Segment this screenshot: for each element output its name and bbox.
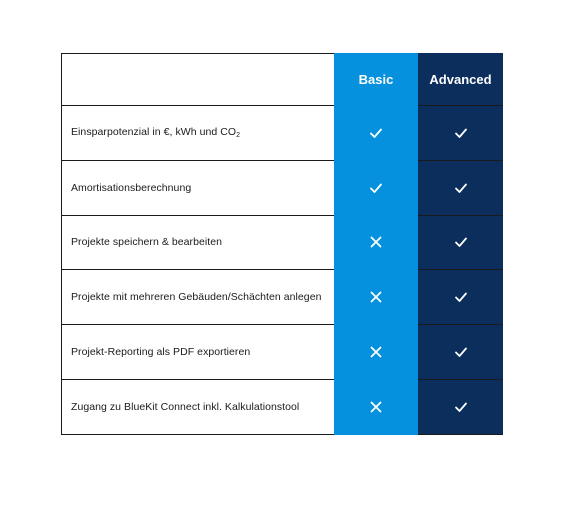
cross-icon [369,290,383,304]
basic-cell [334,216,418,271]
feature-row-label [61,270,334,325]
advanced-cell [418,270,503,325]
check-icon [369,181,383,195]
advanced-cell [418,161,503,216]
basic-cell [334,161,418,216]
advanced-cell [418,216,503,271]
header-advanced [418,53,503,106]
header-advanced-label: Advanced [429,71,492,87]
basic-cell [334,106,418,161]
header-basic-label: Basic [358,71,394,87]
feature-row-label [61,216,334,271]
check-icon [454,181,468,195]
check-icon [454,345,468,359]
feature-label: Einsparpotenzial in €, kWh und $CO_2$ [71,126,241,140]
advanced-cell [418,380,503,435]
basic-cell [334,325,418,380]
feature-row-label [61,380,334,435]
cross-icon [369,400,383,414]
check-icon [369,126,383,140]
check-icon [454,290,468,304]
advanced-cell [418,106,503,161]
feature-label: Amortisationsberechnung [71,181,192,194]
check-icon [454,126,468,140]
feature-label: Projekte speichern & bearbeiten [71,236,222,249]
feature-label: Projekt-Reporting als PDF exportieren [71,346,251,359]
feature-comparison-table [61,53,503,435]
check-icon [454,400,468,414]
cross-icon [369,345,383,359]
feature-row-label [61,106,334,161]
basic-cell [334,270,418,325]
basic-cell [334,380,418,435]
check-icon [454,235,468,249]
advanced-cell [418,325,503,380]
header-empty-cell [61,53,334,106]
feature-label: Zugang zu BlueKit Connect inkl. Kalkulationstool [71,400,300,413]
cross-icon [369,235,383,249]
feature-row-label [61,161,334,216]
feature-label: Projekte mit mehreren Gebäuden/Schächten anlegen [71,291,322,304]
header-basic [334,53,418,106]
feature-row-label [61,325,334,380]
